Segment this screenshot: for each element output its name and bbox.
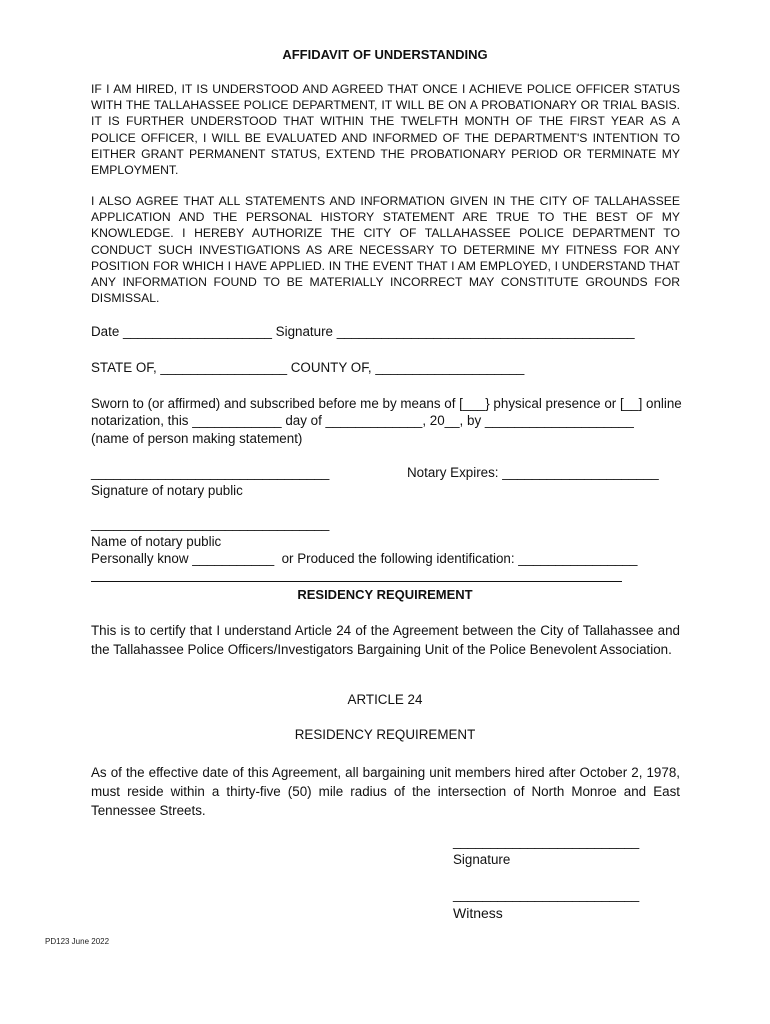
witness-blank[interactable]: _________________________: [453, 887, 640, 902]
date-signature-line[interactable]: Date ____________________ Signature ________________________________________: [91, 324, 635, 339]
notary-signature-label: Signature of notary public: [91, 483, 243, 498]
witness-label: Witness: [453, 905, 503, 921]
sworn-statement-line-3: (name of person making statement): [91, 431, 303, 446]
probation-paragraph: IF I AM HIRED, IT IS UNDERSTOOD AND AGREED THAT ONCE I ACHIEVE POLICE OFFICER STATUS WITH THE TALLAHASSEE POLICE DEPARTMENT, IT WILL BE ON A PROBATIONARY OR TRIAL BASIS. IT IS FURTHER UNDERSTOOD THAT WITHIN THE TWELFTH MONTH OF THE FIRST YEAR AS A POLICE OFFICER, I WILL BE EVALUATED AND INFORMED OF THE DEPARTMENT'S INTENTION TO EITHER GRANT PERMANENT STATUS, EXTEND THE PROBATIONARY PERIOD OR TERMINATE MY EMPLOYMENT.: [91, 82, 680, 178]
identification-line[interactable]: Personally know ___________ or Produced the following identification: ________________: [91, 551, 638, 566]
residency-certify-paragraph: This is to certify that I understand Article 24 of the Agreement between the City of Tallahassee and the Tallahassee Police Officers/Investigators Bargaining Unit of the Police Benevolent Association.: [91, 623, 680, 657]
notary-signature-blank[interactable]: ________________________________: [91, 465, 330, 480]
sworn-statement-line-1[interactable]: Sworn to (or affirmed) and subscribed before me by means of [___} physical presence or [__] online: [91, 396, 682, 411]
authorization-paragraph: I ALSO AGREE THAT ALL STATEMENTS AND INFORMATION GIVEN IN THE CITY OF TALLAHASSEE APPLICATION AND THE PERSONAL HISTORY STATEMENT ARE TRUE TO THE BEST OF MY KNOWLEDGE. I HEREBY AUTHORIZE THE CITY OF TALLAHASSEE POLICE DEPARTMENT TO CONDUCT SUCH INVESTIGATIONS AS ARE NECESSARY TO DETERMINE MY FITNESS FOR ANY POSITION FOR WHICH I HAVE APPLIED. IN THE EVENT THAT I AM EMPLOYED, I UNDERSTAND THAT ANY INFORMATION FOUND TO BE MATERIALLY INCORRECT MAY CONSTITUTE GROUNDS FOR DISMISSAL.: [91, 194, 680, 306]
notary-name-blank[interactable]: ________________________________: [91, 516, 330, 531]
affidavit-title: AFFIDAVIT OF UNDERSTANDING: [282, 47, 488, 62]
article-subheading: RESIDENCY REQUIREMENT: [294, 727, 476, 742]
residency-heading: RESIDENCY REQUIREMENT: [297, 587, 473, 602]
state-county-line[interactable]: STATE OF, _________________ COUNTY OF, ____________________: [91, 360, 525, 375]
article-text: As of the effective date of this Agreement, all bargaining unit members hired after October 2, 1978, must reside within a thirty-five (50) mile radius of the intersection of North Monroe and East Tennessee Streets.: [91, 765, 680, 818]
notary-name-label: Name of notary public: [91, 534, 222, 549]
notary-expires-field[interactable]: Notary Expires: _____________________: [407, 465, 659, 480]
signature-blank[interactable]: _________________________: [453, 834, 640, 849]
signature-label: Signature: [453, 852, 511, 867]
form-id-footer: PD123 June 2022: [45, 937, 110, 946]
sworn-statement-line-2[interactable]: notarization, this ____________ day of _____________, 20__, by ____________________: [91, 413, 634, 428]
section-divider: [91, 581, 622, 582]
article-heading: ARTICLE 24: [347, 692, 423, 707]
